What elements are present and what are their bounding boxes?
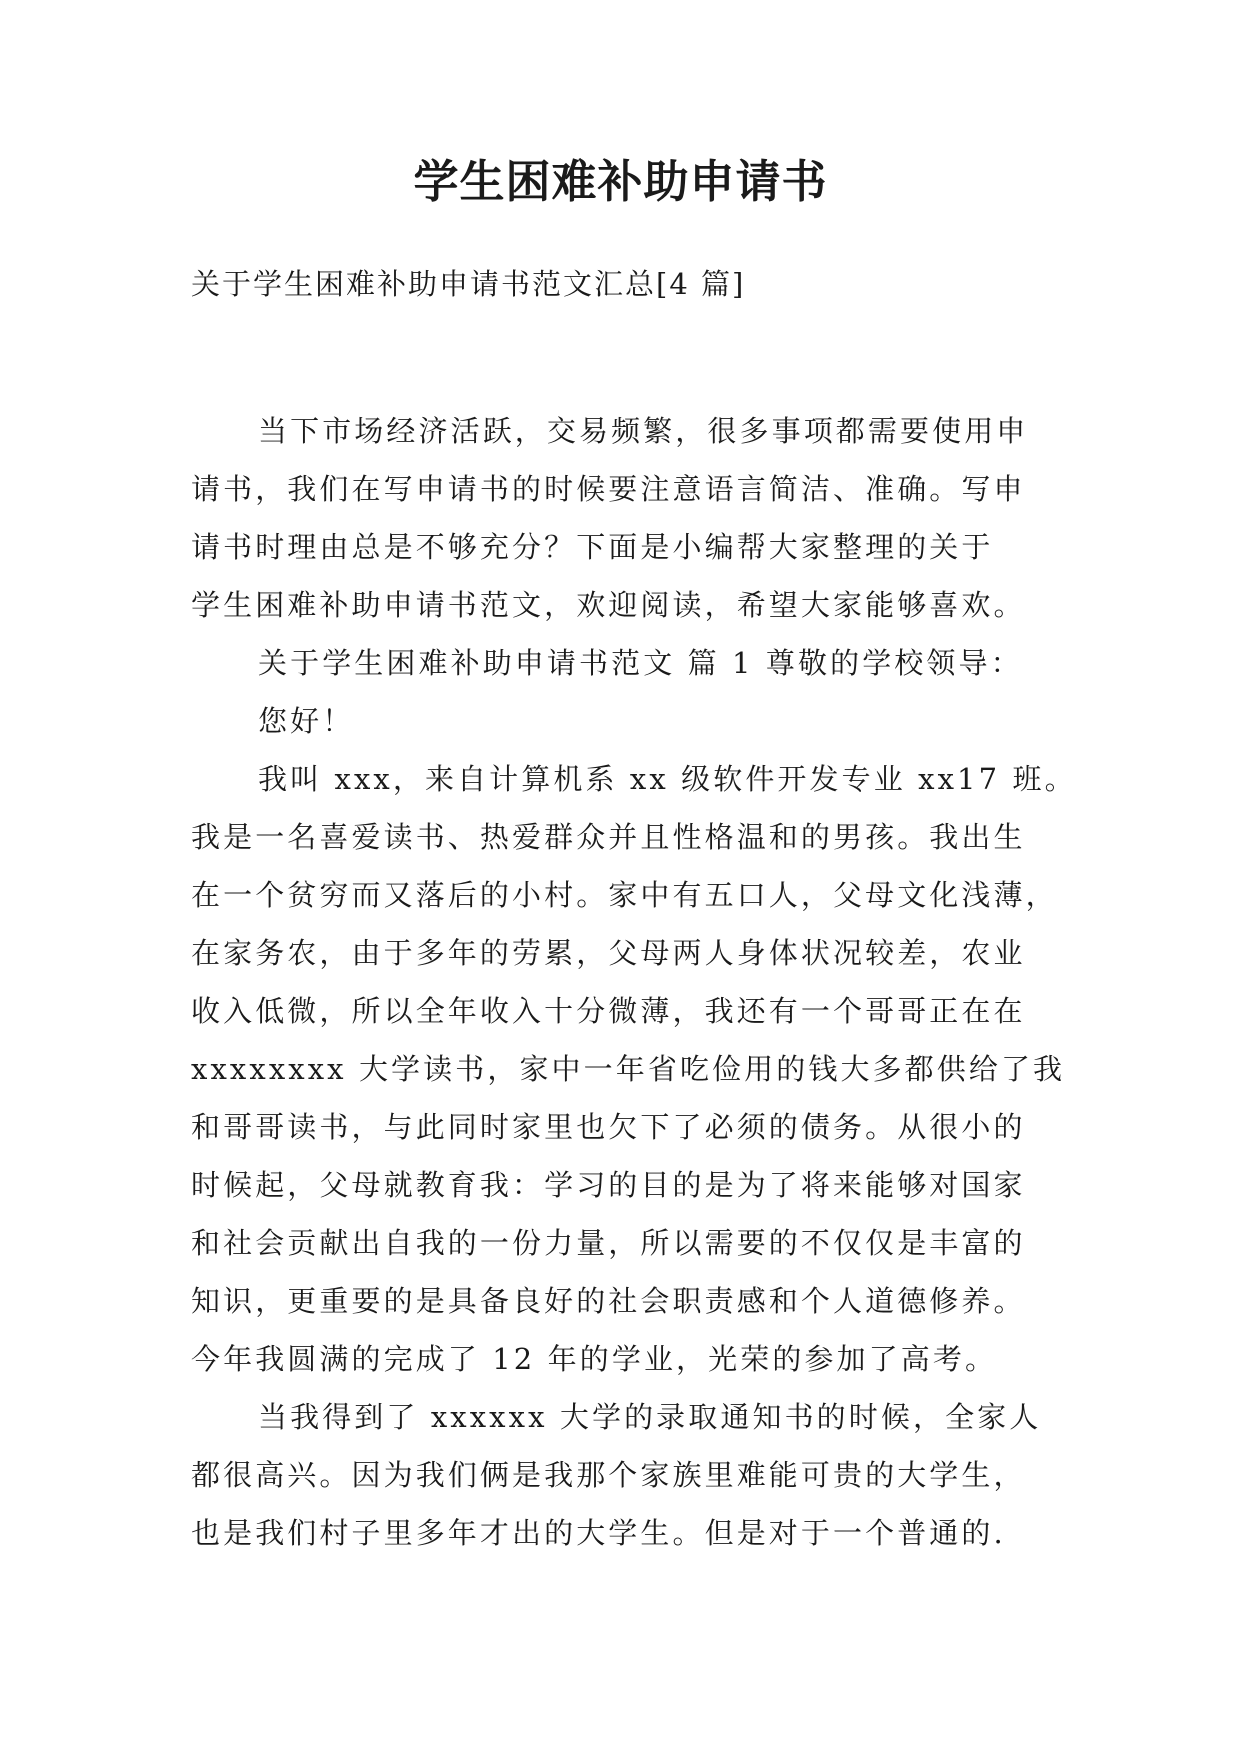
body-line: 在一个贫穷而又落后的小村。家中有五口人，父母文化浅薄， (191, 878, 1058, 912)
document-title: 学生困难补助申请书 (413, 155, 828, 208)
body-line: 学生困难补助申请书范文，欢迎阅读，希望大家能够喜欢。 (191, 588, 1026, 622)
body-line: 当我得到了 xxxxxx 大学的录取通知书的时候，全家人 (258, 1400, 1042, 1434)
body-line: 在家务农，由于多年的劳累，父母两人身体状况较差，农业 (191, 936, 1026, 970)
body-line: 请书时理由总是不够充分？下面是小编帮大家整理的关于 (191, 530, 994, 564)
body-line: 当下市场经济活跃，交易频繁，很多事项都需要使用申 (258, 414, 1029, 448)
body-line: 今年我圆满的完成了 12 年的学业，光荣的参加了高考。 (191, 1342, 998, 1376)
body-line: 请书，我们在写申请书的时候要注意语言简洁、准确。写申 (191, 472, 1026, 506)
body-line: 关于学生困难补助申请书范文 篇 1 尊敬的学校领导： (258, 646, 1023, 680)
body-line: 我叫 xxx，来自计算机系 xx 级软件开发专业 xx17 班。 (258, 762, 1077, 796)
body-line: 和哥哥读书，与此同时家里也欠下了必须的债务。从很小的 (191, 1110, 1026, 1144)
body-line: 我是一名喜爱读书、热爱群众并且性格温和的男孩。我出生 (191, 820, 1026, 854)
body-line: 和社会贡献出自我的一份力量，所以需要的不仅仅是丰富的 (191, 1226, 1026, 1260)
body-line: 也是我们村子里多年才出的大学生。但是对于一个普通的. (191, 1516, 1006, 1550)
document-body (191, 402, 1077, 1562)
body-line: 知识，更重要的是具备良好的社会职责感和个人道德修养。 (191, 1284, 1026, 1318)
body-line: 收入低微，所以全年收入十分微薄，我还有一个哥哥正在在 (191, 994, 1026, 1028)
body-line: 时候起，父母就教育我：学习的目的是为了将来能够对国家 (191, 1168, 1026, 1202)
body-line: 都很高兴。因为我们俩是我那个家族里难能可贵的大学生， (191, 1458, 1026, 1492)
body-line: xxxxxxxx 大学读书，家中一年省吃俭用的钱大多都供给了我 (191, 1052, 1066, 1086)
body-line: 您好！ (258, 704, 355, 738)
document-subtitle: 关于学生困难补助申请书范文汇总[4 篇] (191, 267, 746, 301)
